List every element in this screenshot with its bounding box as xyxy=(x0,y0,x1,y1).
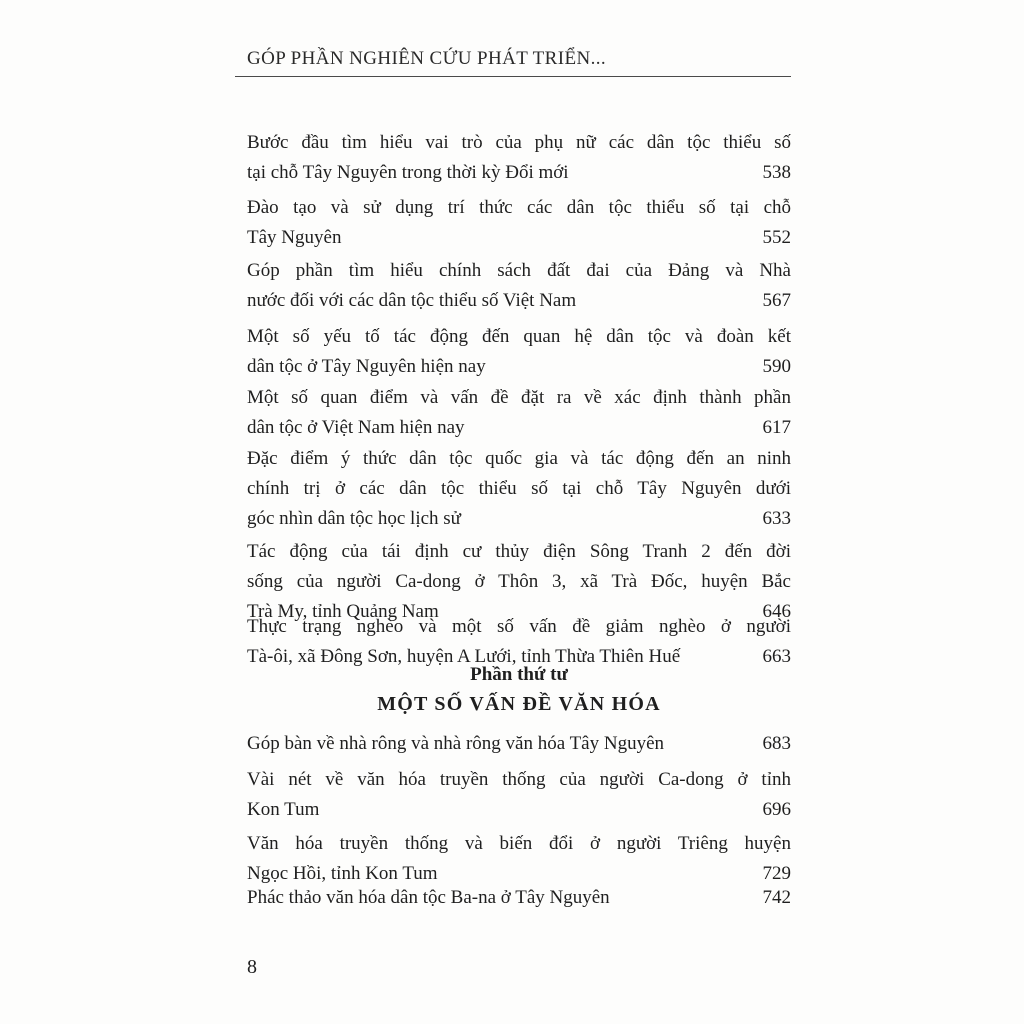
toc-entry-title: Trà My, tỉnh Quảng Nam xyxy=(247,601,439,622)
toc-line xyxy=(247,883,791,913)
toc-entry xyxy=(247,383,791,443)
toc-entry xyxy=(247,256,791,316)
section-title: MỘT SỐ VẤN ĐỀ VĂN HÓA xyxy=(377,693,661,715)
toc-line xyxy=(247,612,791,642)
toc-page-number: 696 xyxy=(762,799,791,820)
toc-page-number: 646 xyxy=(762,601,791,622)
toc-entry-title: Văn hóa truyền thống và biến đổi ở người Triêng huyện xyxy=(247,833,791,854)
toc-entry-title: Tác động của tái định cư thủy điện Sông Tranh 2 đến đời xyxy=(247,541,791,562)
toc-entry-title: Góp phần tìm hiểu chính sách đất đai của Đảng và Nhà xyxy=(247,260,791,281)
toc-line xyxy=(247,223,791,253)
toc-entry-title: Đặc điểm ý thức dân tộc quốc gia và tác động đến an ninh xyxy=(247,448,791,469)
toc-entry-title: Một số quan điểm và vấn đề đặt ra về xác định thành phần xyxy=(247,387,791,408)
toc-page-number: 552 xyxy=(762,227,791,248)
toc-entry-title: Bước đầu tìm hiểu vai trò của phụ nữ các dân tộc thiểu số xyxy=(247,132,791,153)
toc-line xyxy=(247,765,791,795)
toc-line xyxy=(247,537,791,567)
toc-entry xyxy=(247,193,791,253)
header-rule xyxy=(235,76,791,77)
toc-entry xyxy=(247,128,791,188)
toc-entry-title: Vài nét về văn hóa truyền thống của người Ca-dong ở tỉnh xyxy=(247,769,791,790)
toc-entry xyxy=(247,829,791,889)
toc-line xyxy=(247,567,791,597)
toc-entry-title: Thực trạng nghèo và một số vấn đề giảm nghèo ở người xyxy=(247,616,791,637)
toc-entry-title: Tây Nguyên xyxy=(247,227,342,248)
section-number: Phần thứ tư xyxy=(470,664,568,685)
toc-entry-title: Ngọc Hồi, tỉnh Kon Tum xyxy=(247,863,438,884)
toc-line xyxy=(247,158,791,188)
toc-line xyxy=(247,474,791,504)
toc-page-number: 729 xyxy=(762,863,791,884)
toc-line xyxy=(247,413,791,443)
toc-page-number: 538 xyxy=(762,162,791,183)
toc-entry xyxy=(247,729,791,759)
page-number: 8 xyxy=(247,956,257,978)
toc-entry-title: dân tộc ở Tây Nguyên hiện nay xyxy=(247,356,486,377)
toc-entry-title: Góp bàn về nhà rông và nhà rông văn hóa Tây Nguyên xyxy=(247,733,665,754)
toc-page-number: 567 xyxy=(762,290,791,311)
toc-page-number: 683 xyxy=(762,733,791,754)
toc-line xyxy=(247,352,791,382)
toc-line xyxy=(247,729,791,759)
toc-entry-title: Đào tạo và sử dụng trí thức các dân tộc thiểu số tại chỗ xyxy=(247,197,791,218)
toc-page-number: 617 xyxy=(762,417,791,438)
toc-line xyxy=(247,795,791,825)
toc-line xyxy=(247,286,791,316)
running-header: GÓP PHẦN NGHIÊN CỨU PHÁT TRIỂN... xyxy=(247,48,607,69)
toc-entry-title: sống của người Ca-dong ở Thôn 3, xã Trà Đốc, huyện Bắc xyxy=(247,571,791,592)
toc-page-number: 663 xyxy=(762,646,791,667)
toc-entry-title: Kon Tum xyxy=(247,799,320,820)
toc-entry-title: góc nhìn dân tộc học lịch sử xyxy=(247,508,461,529)
toc-entry-title: Một số yếu tố tác động đến quan hệ dân tộc và đoàn kết xyxy=(247,326,791,347)
toc-line xyxy=(247,322,791,352)
toc-entry-title: dân tộc ở Việt Nam hiện nay xyxy=(247,417,465,438)
toc-entry xyxy=(247,883,791,913)
toc-line xyxy=(247,128,791,158)
toc-page-number: 742 xyxy=(762,887,791,908)
toc-entry-title: chính trị ở các dân tộc thiểu số tại chỗ Tây Nguyên dưới xyxy=(247,478,791,499)
toc-line xyxy=(247,383,791,413)
toc-line xyxy=(247,256,791,286)
toc-entry xyxy=(247,765,791,825)
toc-entry xyxy=(247,444,791,534)
toc-entry-title: Tà-ôi, xã Đông Sơn, huyện A Lưới, tỉnh Thừa Thiên Huế xyxy=(247,646,681,667)
toc-entry-title: tại chỗ Tây Nguyên trong thời kỳ Đổi mới xyxy=(247,162,569,183)
toc-entry-title: nước đối với các dân tộc thiểu số Việt Nam xyxy=(247,290,577,311)
toc-entry xyxy=(247,612,791,672)
toc-line xyxy=(247,193,791,223)
toc-line xyxy=(247,504,791,534)
toc-line xyxy=(247,444,791,474)
toc-entry xyxy=(247,322,791,382)
toc-page-number: 633 xyxy=(762,508,791,529)
toc-entry-title: Phác thảo văn hóa dân tộc Ba-na ở Tây Nguyên xyxy=(247,887,610,908)
toc-page-number: 590 xyxy=(762,356,791,377)
toc-line xyxy=(247,829,791,859)
